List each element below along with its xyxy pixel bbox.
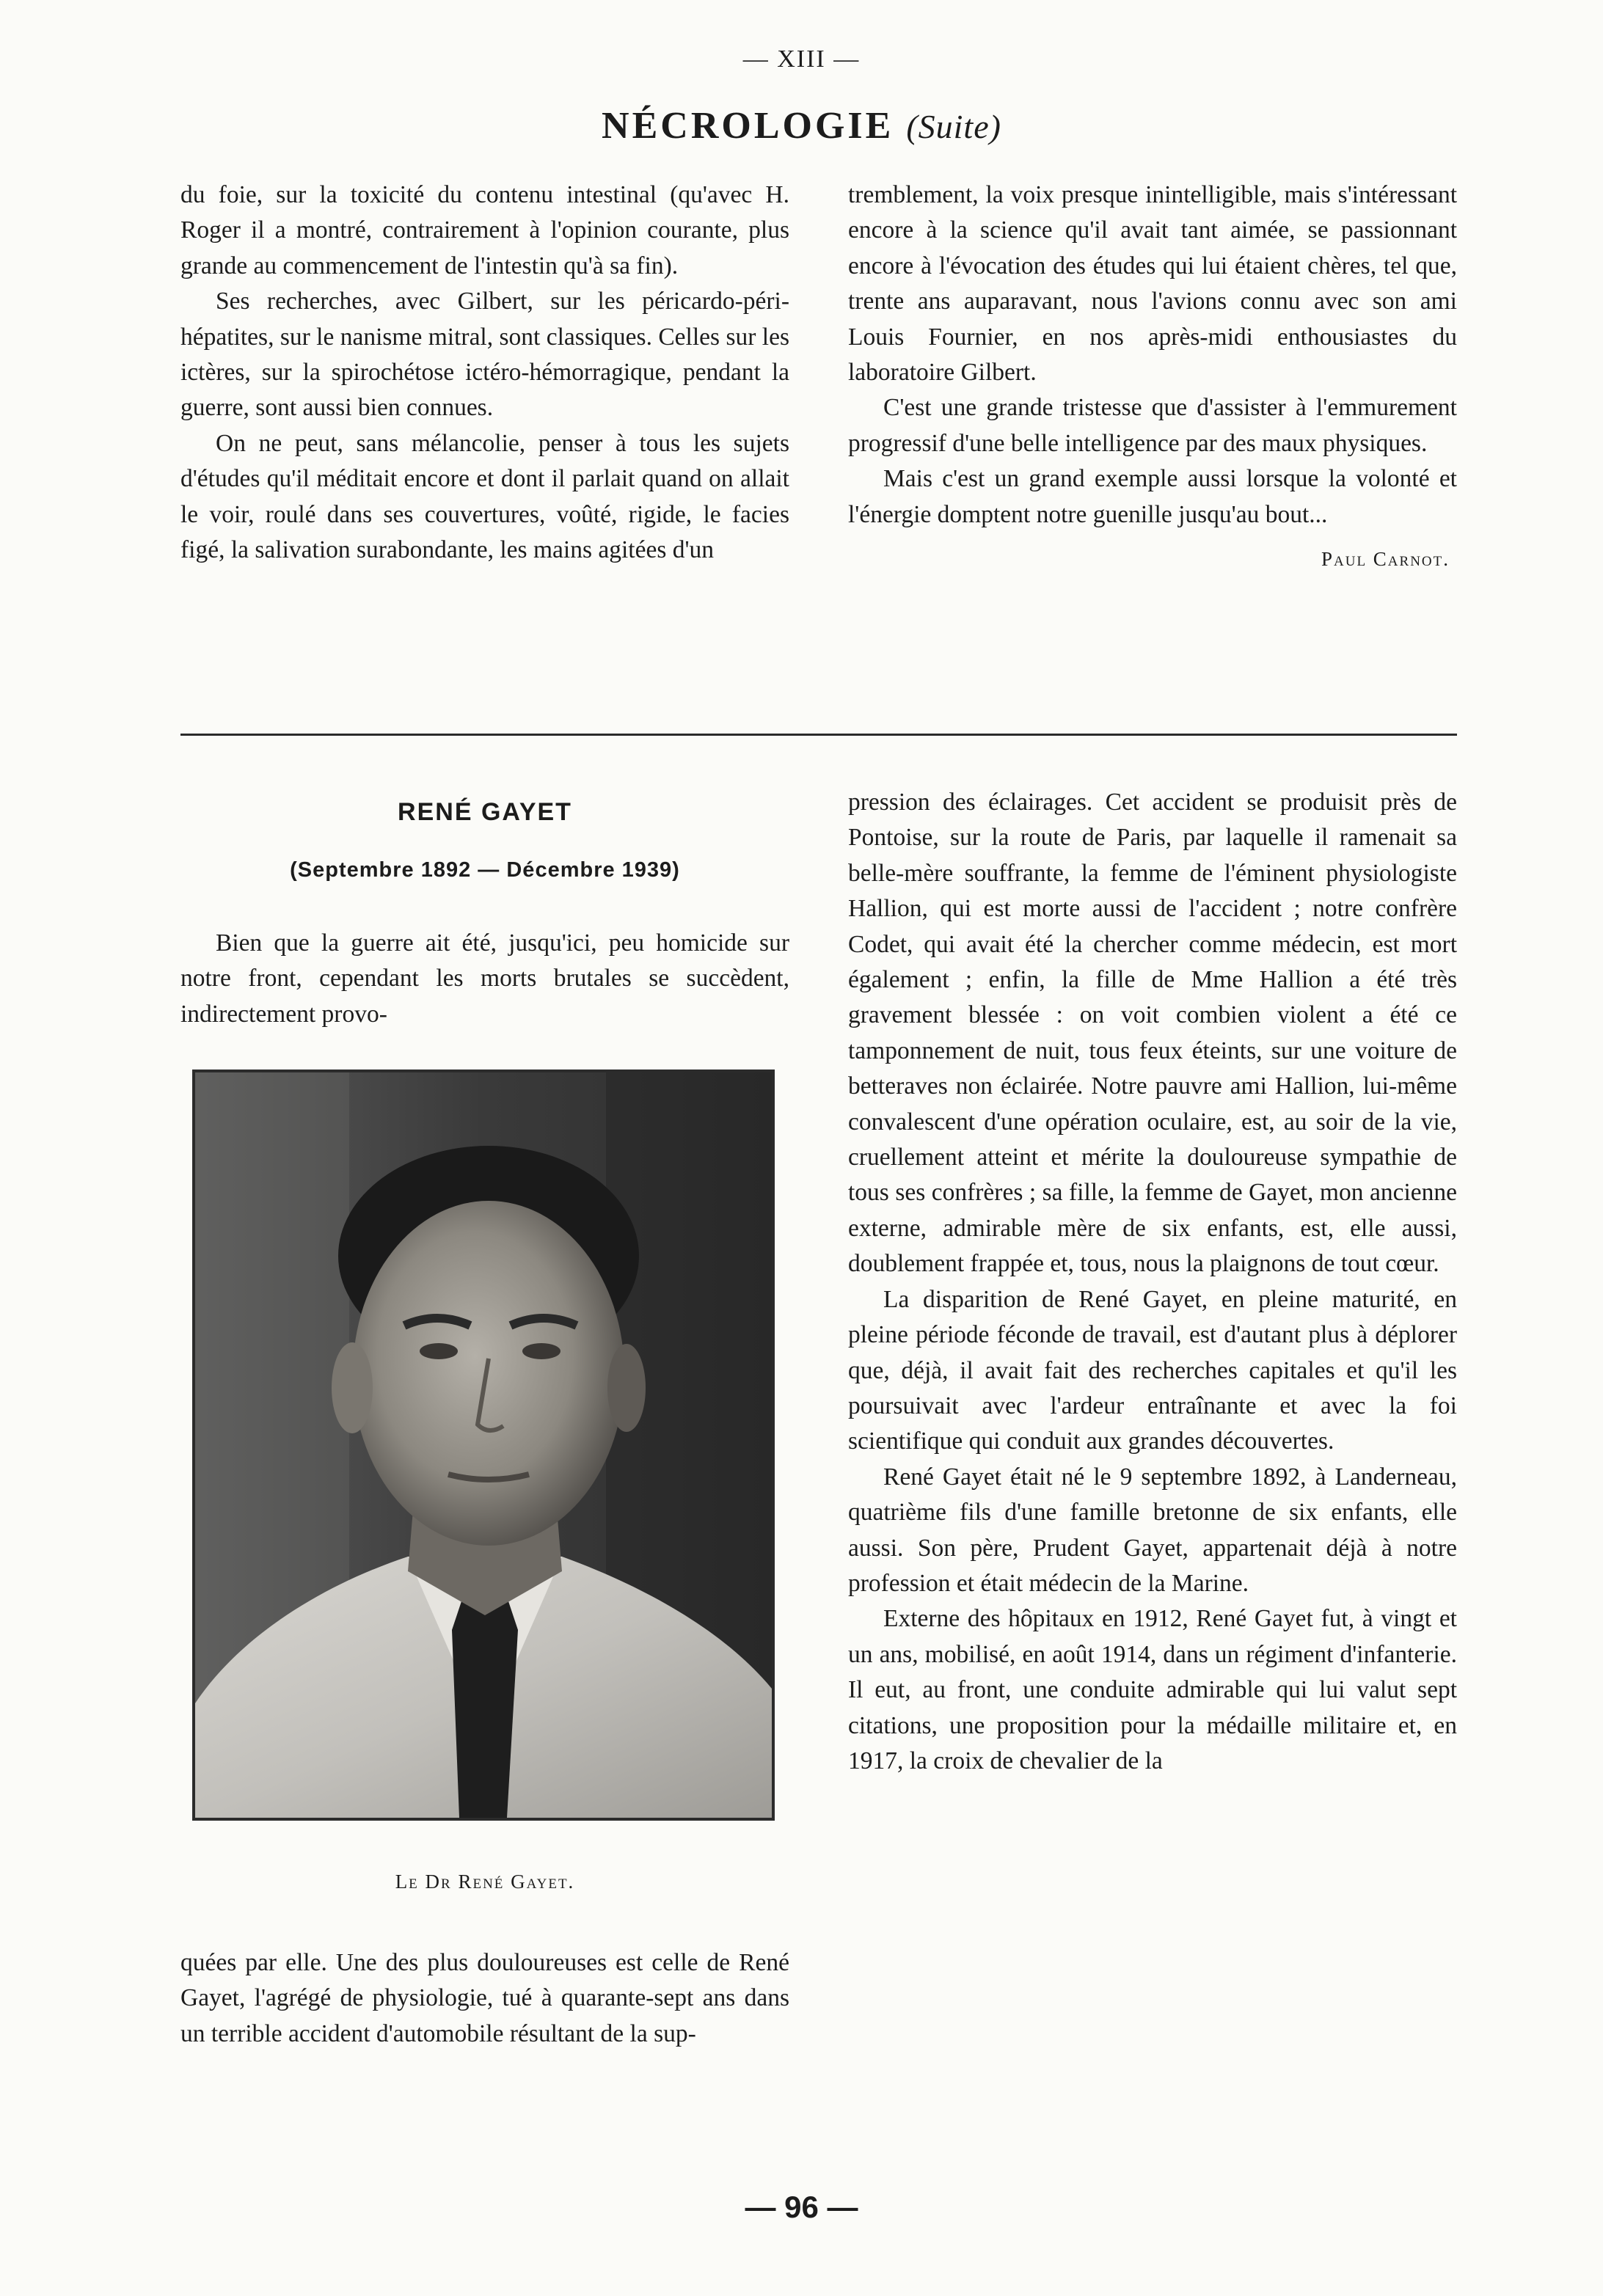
- paragraph: pression des éclairages. Cet accident se produisit près de Pontoise, sur la route de Paris, par laquelle il ramenait sa belle-mère souffrante, la femme de l'éminent physiologiste Hallion, qui est morte aussi de l'accident ; notre confrère Codet, qui avait été la chercher comme médecin, est mort également ; enfin, la fille de Mme Hallion a été très gravement blessée : on voit combien violent a été ce tamponnement de nuit, tous feux éteints, sur une voiture de betteraves non éclairée. Notre pauvre ami Hallion, lui-même convalescent d'une opération oculaire, est, au soir de la vie, cruellement atteint et mérite la douloureuse sympathie de tous ses confrères ; sa fille, la femme de Gayet, mon ancienne externe, admirable mère de six enfants, est, elle aussi, doublement frappée et, tous, nous la plaignons de tout cœur.: [848, 789, 1457, 1278]
- obituary-after-photo: [180, 1945, 789, 2052]
- portrait-photo: [192, 1070, 775, 1821]
- paragraph: Bien que la guerre ait été, jusqu'ici, peu homicide sur notre front, cependant les morts brutales se succèdent, indirectement provo-: [180, 929, 789, 1028]
- obituary-right-column: [848, 785, 1457, 1779]
- running-head: [0, 104, 1603, 147]
- paragraph: Mais c'est un grand exemple aussi lorsque la volonté et l'énergie domptent notre guenille jusqu'au bout...: [848, 465, 1457, 528]
- paragraph: Ses recherches, avec Gilbert, sur les péricardo-péri-hépatites, sur le nanisme mitral, sont classiques. Celles sur les ictères, sur la spirochétose ictéro-hémorragique, pendant la guerre, sont aussi bien connues.: [180, 288, 789, 422]
- top-left-column: [180, 178, 789, 568]
- folio: — XIII —: [742, 45, 861, 73]
- photo-caption: Le Dr René Gayet.: [395, 1871, 575, 1893]
- paragraph: René Gayet était né le 9 septembre 1892, à Landerneau, quatrième fils d'une famille bretonne de six enfants, elle aussi. Son père, Prudent Gayet, appartenait déjà à notre profession et était médecin de la Marine.: [848, 1463, 1457, 1597]
- paragraph: C'est une grande tristesse que d'assister à l'emmurement progressif d'une belle intelligence par des maux physiques.: [848, 394, 1457, 457]
- section-divider: [180, 734, 1457, 736]
- paragraph: tremblement, la voix presque inintelligible, mais s'intéressant encore à la science qu'il avait tant aimée, se passionnant encore à l'évocation des études qui lui étaient chères, tel que, trente ans auparavant, nous l'avions connu avec son ami Louis Fournier, en nos après-midi enthousiastes du laboratoire Gilbert.: [848, 181, 1457, 387]
- paragraph: La disparition de René Gayet, en pleine maturité, en pleine période féconde de travail, est d'autant plus à déplorer que, déjà, il avait fait des recherches capitales et qu'il les poursuivait avec l'ardeur entraînante et avec la foi scientifique qui conduit aux grandes découvertes.: [848, 1285, 1457, 1455]
- section-title-suffix: (Suite): [906, 108, 1001, 145]
- author-signature: Paul Carnot.: [1321, 548, 1450, 571]
- paragraph: du foie, sur la toxicité du contenu intestinal (qu'avec H. Roger il a montré, contrairement à l'opinion courante, plus grande au commencement de l'intestin qu'à sa fin).: [180, 181, 789, 279]
- obituary-dates: (Septembre 1892 — Décembre 1939): [290, 858, 680, 882]
- top-right-column: [848, 178, 1457, 577]
- section-title: NÉCROLOGIE: [602, 105, 894, 147]
- paragraph: On ne peut, sans mélancolie, penser à tous les sujets d'études qu'il méditait encore et dont il parlait quand on allait le voir, roulé dans ses couvertures, voûté, rigide, le facies figé, la salivation surabondante, les mains agitées d'un: [180, 429, 789, 564]
- paragraph: Externe des hôpitaux en 1912, René Gayet fut, à vingt et un ans, mobilisé, en août 1914, dans un régiment d'infanterie. Il eut, au front, une conduite admirable qui lui valut sept citations, une proposition pour la médaille militaire et, en 1917, la croix de chevalier de la: [848, 1605, 1457, 1774]
- paragraph: quées par elle. Une des plus douloureuses est celle de René Gayet, l'agrégé de physiologie, tué à quarante-sept ans dans un terrible accident d'automobile résultant de la sup-: [180, 1949, 789, 2047]
- obituary-name: RENÉ GAYET: [398, 798, 572, 826]
- obituary-intro: [180, 926, 789, 1032]
- page-number: — 96 —: [745, 2190, 858, 2224]
